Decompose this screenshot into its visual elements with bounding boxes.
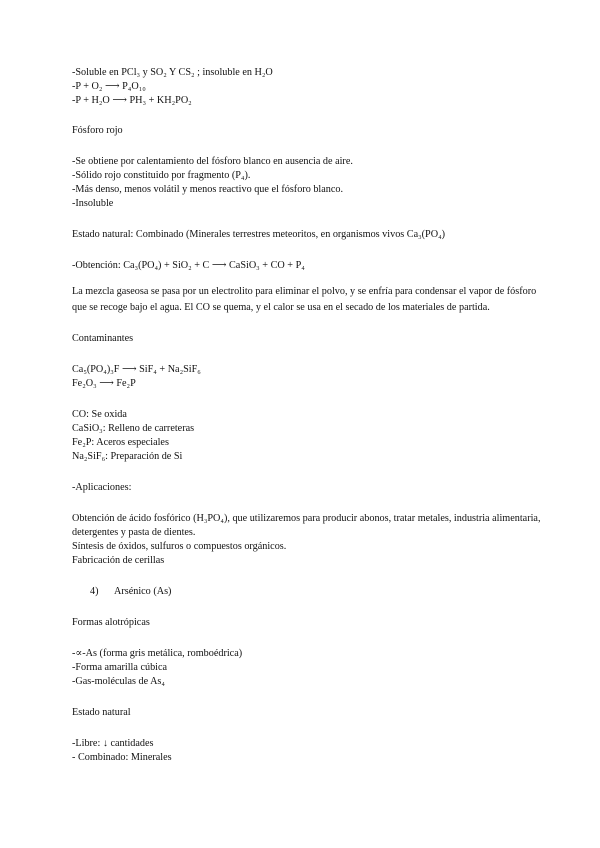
text-line: Fe₂P: Aceros especiales (72, 437, 169, 448)
text-line: Na₂SiF₆: Preparación de Si (72, 451, 183, 462)
section-heading: Fósforo rojo (72, 125, 123, 136)
text-line: -Más denso, menos volátil y menos reactivo que el fósforo blanco. (72, 184, 344, 195)
text-line: Fabricación de cerillas (72, 555, 165, 566)
text-line: -∝-As (forma gris metálica, romboédrica) (72, 648, 243, 659)
text-line: -Gas-moléculas de As₄ (72, 676, 165, 687)
text-line: -Obtención: Ca₃(PO₄) + SiO₂ + C ⟶ CaSiO₃ + CO + P₄ (72, 260, 305, 271)
text-line: -Forma amarilla cúbica (72, 662, 168, 673)
text-line: -Soluble en PCl₃ y SO₂ Y CS₂ ; insoluble en H₂O (72, 67, 273, 78)
text-line: -Se obtiene por calentamiento del fósforo blanco en ausencia de aire. (72, 156, 353, 167)
text-line: Ca₅(PO₄)₃F ⟶ SiF₄ + Na₂SiF₆ (72, 364, 201, 375)
section-heading: -Aplicaciones: (72, 482, 132, 493)
list-number: 4) (90, 586, 99, 597)
text-line: -Libre: ↓ cantidades (72, 738, 154, 749)
text-line: -Insoluble (72, 198, 114, 209)
section-heading: Contaminantes (72, 333, 134, 344)
paragraph: Obtención de ácido fosfórico (H₃PO₄), que utilizaremos para producir abonos, tratar metales, industria alimentaria, detergentes y pasta de dientes. (72, 513, 541, 538)
text-line: - Combinado: Minerales (72, 752, 172, 763)
text-line: -P + O₂ ⟶ P₄O₁₀ (72, 81, 146, 92)
heading-text: Arsénico (As) (114, 586, 172, 597)
text-line: CaSiO₃: Relleno de carreteras (72, 423, 195, 434)
text-line: Síntesis de óxidos, sulfuros o compuestos orgánicos. (72, 541, 287, 552)
paragraph: La mezcla gaseosa se pasa por un electrolito para eliminar el polvo, y se enfría para condensar el vapor de fósforo que se recoge bajo el agua. El CO se quema, y el calor se usa en el secado de los materiales de partida. (72, 286, 537, 313)
numbered-heading (72, 585, 542, 599)
text-line: CO: Se oxida (72, 409, 127, 420)
document-page (72, 66, 542, 765)
section-heading: Formas alotrópicas (72, 617, 150, 628)
text-line: -Sólido rojo constituido por fragmento (P₄). (72, 170, 251, 181)
text-line: Fe₂O₃ ⟶ Fe₂P (72, 378, 136, 389)
text-line: -P + H₂O ⟶ PH₃ + KH₂PO₂ (72, 95, 192, 106)
text-line: Estado natural: Combinado (Minerales terrestres meteoritos, en organismos vivos Ca₃(PO₄) (72, 229, 446, 240)
section-heading: Estado natural (72, 707, 131, 718)
